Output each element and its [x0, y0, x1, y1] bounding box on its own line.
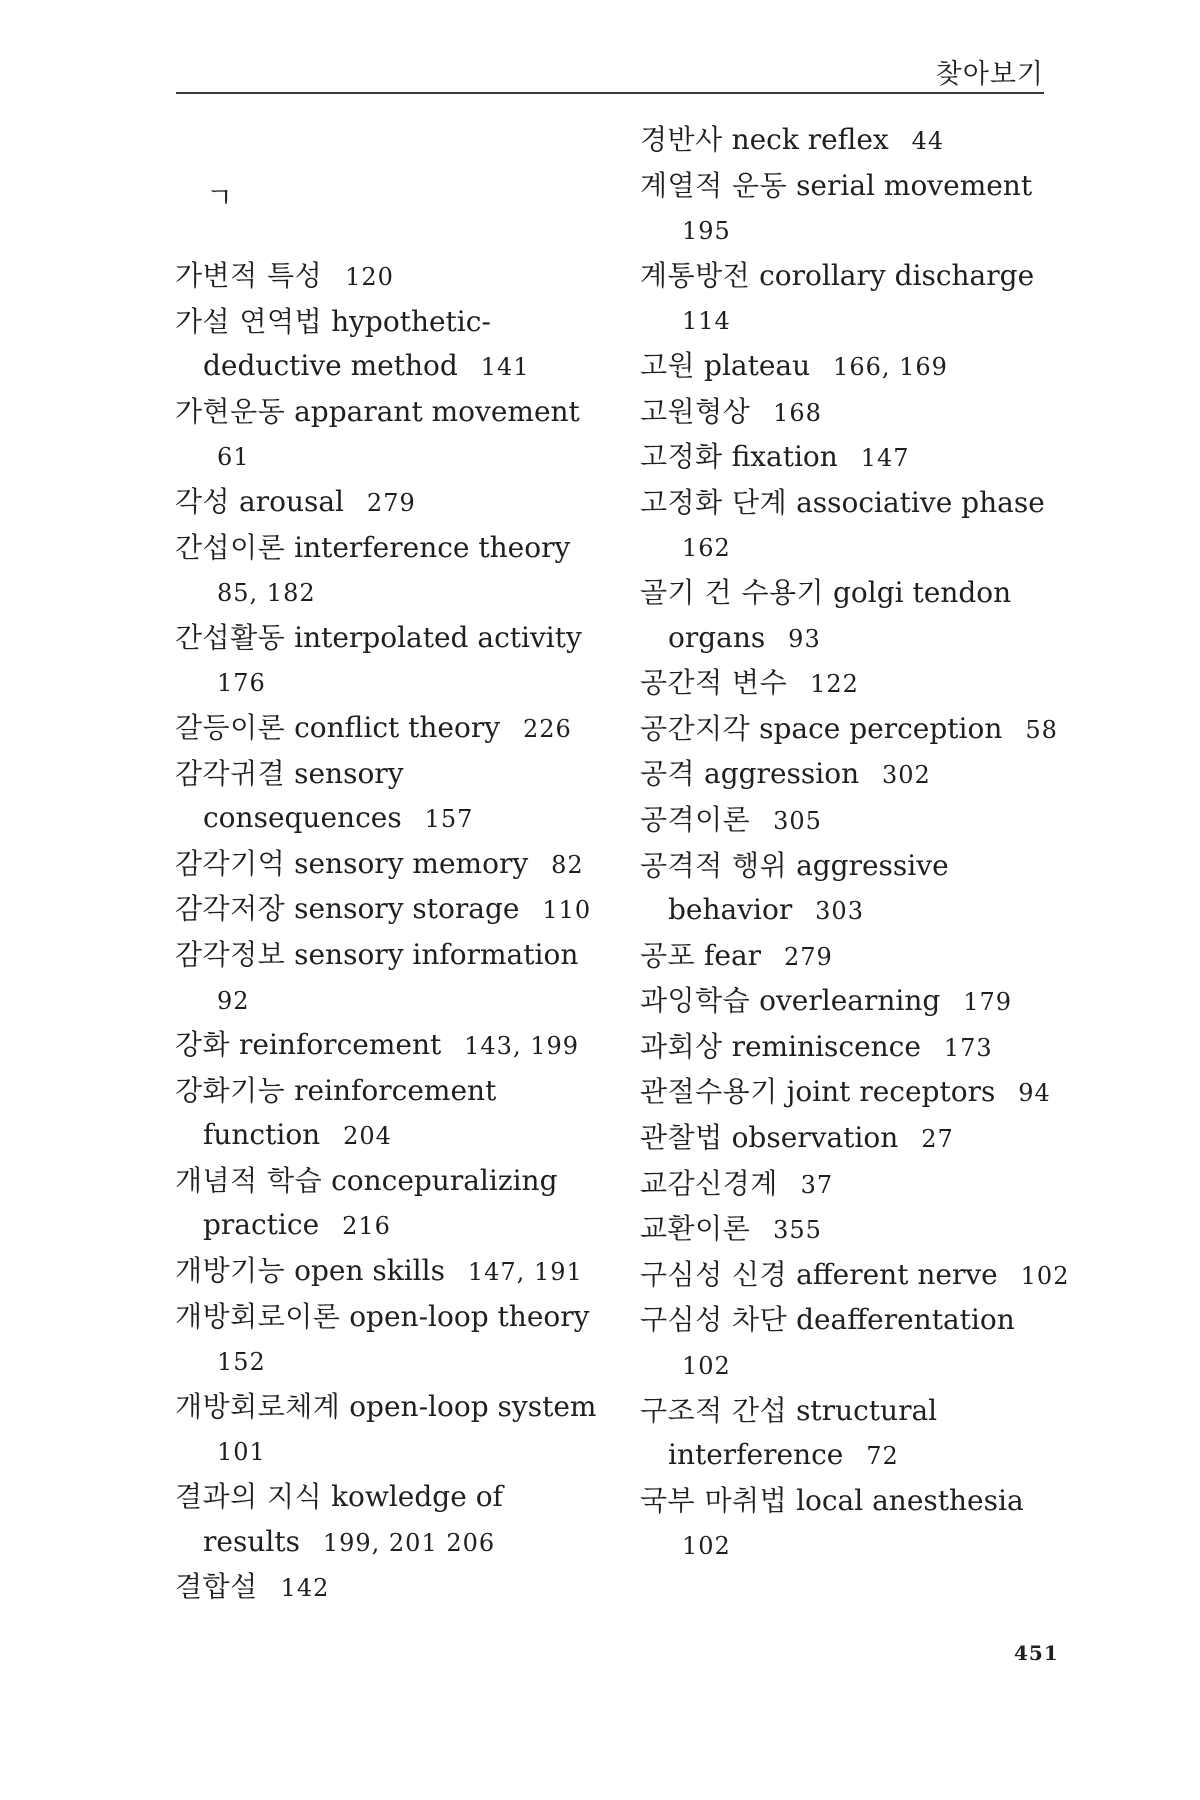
index-entry: [640, 1253, 1070, 1299]
entry-page-numbers: 168: [773, 398, 822, 427]
entry-page-numbers: 204: [343, 1122, 392, 1151]
entry-page-numbers: 122: [810, 670, 859, 699]
index-entry: [640, 254, 1070, 344]
entry-term-english: sensory storage: [294, 892, 520, 926]
index-entry: [175, 1385, 605, 1475]
entry-term-english: sensory consequences: [203, 756, 404, 835]
entry-term-korean: 공격: [640, 757, 696, 791]
entry-page-numbers: 279: [366, 488, 416, 517]
index-entry: [640, 435, 1070, 481]
entry-term-korean: 계통방전: [640, 258, 751, 292]
index-entry: [175, 1475, 605, 1565]
entry-page-numbers: 195: [682, 217, 731, 246]
entry-page-numbers: 216: [342, 1212, 391, 1241]
entry-term-korean: 감각기억: [175, 846, 286, 880]
index-entry: [640, 979, 1070, 1025]
entry-page-numbers: 94: [1018, 1079, 1051, 1108]
entry-term-english: fixation: [731, 440, 838, 474]
entry-term-korean: 감각귀결: [175, 756, 286, 790]
index-entry: [175, 752, 605, 842]
entry-page-numbers: 82: [551, 850, 584, 879]
entry-term-korean: 관절수용기: [640, 1075, 778, 1109]
entry-page-numbers: 102: [1020, 1261, 1070, 1290]
index-entry: [640, 164, 1070, 254]
index-entry: [640, 844, 1070, 934]
entry-page-numbers: 58: [1025, 715, 1058, 744]
entry-term-korean: 개념적 학습: [175, 1163, 323, 1197]
index-entry: [640, 798, 1070, 844]
index-entry: [175, 706, 605, 752]
entry-term-english: aggression: [704, 757, 860, 791]
entry-page-numbers: 141: [480, 353, 530, 382]
entry-term-english: sensory memory: [294, 846, 529, 880]
index-column-right: [640, 0, 1070, 1569]
index-entry: [175, 1159, 605, 1249]
entry-term-korean: 관찰법: [640, 1121, 723, 1155]
entry-term-english: joint receptors: [786, 1075, 996, 1109]
entry-term-korean: 공간지각: [640, 711, 751, 745]
entry-term-english: reinforcement: [239, 1028, 442, 1062]
entry-term-korean: 공격이론: [640, 802, 751, 836]
entry-term-english: local anesthesia: [796, 1483, 1024, 1517]
entry-term-english: apparant movement: [294, 394, 580, 428]
entry-page-numbers: 279: [783, 942, 833, 971]
entry-term-english: deafferentation: [796, 1303, 1015, 1337]
index-entry: [175, 300, 605, 390]
entry-term-english: reinforcement function: [203, 1073, 497, 1152]
index-column-left: [175, 0, 605, 1611]
entry-page-numbers: 305: [773, 806, 822, 835]
entry-term-english: neck reflex: [731, 123, 889, 156]
entry-page-numbers: 110: [542, 896, 592, 925]
entry-term-korean: 개방회로체계: [175, 1389, 341, 1423]
entry-term-korean: 감각정보: [175, 937, 286, 971]
entry-term-korean: 가설 연역법: [175, 304, 323, 338]
entry-term-korean: 구심성 차단: [640, 1303, 788, 1337]
entry-page-numbers: 303: [815, 897, 864, 926]
entry-term-korean: 고원: [640, 348, 696, 382]
section-letter: ㄱ: [206, 181, 234, 214]
entry-term-english: corollary discharge: [759, 258, 1035, 292]
index-entry: [640, 1162, 1070, 1208]
entry-term-english: kowledge of results: [203, 1480, 503, 1558]
entry-term-english: overlearning: [759, 984, 941, 1018]
entry-page-numbers: 226: [522, 714, 572, 743]
index-entry: [640, 571, 1070, 661]
index-entry: [640, 1116, 1070, 1162]
entry-term-korean: 구심성 신경: [640, 1257, 788, 1291]
entry-term-english: plateau: [704, 348, 811, 382]
entry-term-korean: 각성: [175, 484, 231, 518]
entry-term-korean: 결합설: [175, 1570, 258, 1604]
index-entry: [640, 1025, 1070, 1071]
entry-page-numbers: 92: [217, 986, 250, 1015]
index-entry: [175, 480, 605, 526]
entry-term-english: reminiscence: [731, 1029, 921, 1063]
entry-term-english: conflict theory: [294, 710, 501, 744]
entry-page-numbers: 152: [217, 1348, 266, 1377]
entry-term-english: sensory information: [294, 937, 579, 971]
entry-term-english: space perception: [759, 711, 1003, 745]
index-entry: [175, 526, 605, 616]
entry-term-english: hypothetic-deductive method: [203, 304, 491, 383]
entry-term-english: interpolated activity: [294, 620, 582, 654]
entry-page-numbers: 147: [860, 444, 910, 473]
entry-term-korean: 고원형상: [640, 394, 751, 428]
index-entry: [175, 842, 605, 888]
entry-term-korean: 공격적 행위: [640, 848, 788, 882]
entry-page-numbers: 101: [217, 1438, 266, 1467]
entry-term-english: arousal: [239, 484, 345, 518]
entry-term-english: structural interference: [668, 1393, 938, 1472]
entry-term-korean: 고정화: [640, 440, 723, 474]
entry-page-numbers: 355: [773, 1216, 822, 1245]
entry-page-numbers: 199, 201 206: [322, 1528, 496, 1557]
entry-page-numbers: 102: [682, 1532, 731, 1561]
entry-page-numbers: 93: [788, 624, 821, 653]
index-entry: [640, 1298, 1070, 1388]
index-entry: [640, 752, 1070, 798]
entry-page-numbers: 37: [800, 1170, 834, 1199]
entry-term-korean: 경반사: [640, 123, 723, 156]
entry-term-english: observation: [731, 1121, 899, 1155]
index-entry: [640, 118, 1070, 164]
entry-page-numbers: 61: [217, 443, 250, 472]
entry-page-numbers: 27: [921, 1125, 954, 1154]
entry-page-numbers: 166, 169: [833, 352, 948, 381]
entry-term-korean: 골기 건 수용기: [640, 575, 825, 609]
entry-page-numbers: 120: [345, 263, 394, 291]
index-entry: [175, 1249, 605, 1295]
entry-term-english: concepuralizing practice: [203, 1163, 558, 1242]
index-entry: [640, 390, 1070, 436]
index-entry: [640, 934, 1070, 980]
entry-term-english: aggressive behavior: [668, 848, 949, 927]
entry-page-numbers: 162: [682, 534, 731, 563]
entry-term-english: afferent nerve: [796, 1257, 998, 1291]
entry-term-korean: 강화: [175, 1028, 231, 1062]
index-entry: [640, 1479, 1070, 1569]
entry-term-korean: 고정화 단계: [640, 485, 788, 519]
entry-page-numbers: 157: [424, 805, 474, 834]
entry-term-korean: 강화기능: [175, 1073, 286, 1107]
entry-term-korean: 가현운동: [175, 394, 286, 428]
entry-term-korean: 교감신경계: [640, 1166, 778, 1200]
index-entry: [640, 661, 1070, 707]
index-entry: [640, 707, 1070, 753]
entry-page-numbers: 176: [217, 669, 266, 698]
entry-term-english: fear: [704, 938, 762, 972]
index-entry: [175, 1069, 605, 1159]
index-entry: [640, 1389, 1070, 1479]
entry-page-numbers: 147, 191: [467, 1258, 583, 1287]
entry-term-english: golgi tendon organs: [668, 575, 1012, 654]
entry-term-korean: 공간적 변수: [640, 666, 788, 700]
entry-term-english: open-loop system: [349, 1389, 597, 1423]
entry-term-korean: 공포: [640, 938, 696, 972]
entry-term-english: open-loop theory: [349, 1299, 590, 1333]
index-entry: [640, 1070, 1070, 1116]
entry-term-korean: 간섭활동: [175, 620, 286, 654]
entry-page-numbers: 302: [882, 761, 931, 790]
entry-page-numbers: 114: [682, 307, 731, 336]
index-entry: [640, 1207, 1070, 1253]
entry-term-english: associative phase: [796, 485, 1045, 519]
entry-term-english: serial movement: [796, 168, 1033, 202]
entry-page-numbers: 142: [280, 1574, 330, 1603]
entry-page-numbers: 102: [682, 1352, 731, 1381]
index-entry: [175, 1565, 605, 1611]
entry-term-korean: 결과의 지식: [175, 1480, 323, 1514]
index-entry: [640, 481, 1070, 571]
entry-page-numbers: 72: [866, 1442, 899, 1471]
index-entry: [640, 344, 1070, 390]
entry-term-korean: 국부 마취법: [640, 1483, 788, 1517]
index-entry: [175, 616, 605, 706]
entry-term-korean: 개방기능: [175, 1254, 286, 1288]
entry-term-korean: 개방회로이론: [175, 1299, 341, 1333]
page-number: 451: [1014, 1641, 1059, 1665]
entry-term-korean: 과잉학습: [640, 984, 751, 1018]
entry-term-korean: 감각저장: [175, 892, 286, 926]
index-entry: [175, 887, 605, 933]
index-entry: [175, 1023, 605, 1069]
index-entry: [175, 390, 605, 480]
entry-page-numbers: 173: [943, 1033, 993, 1062]
running-head: 찾아보기: [935, 59, 1044, 90]
entry-term-korean: 계열적 운동: [640, 168, 788, 202]
entry-term-korean: 구조적 간섭: [640, 1393, 788, 1427]
entry-page-numbers: 143, 199: [464, 1032, 580, 1061]
entry-page-numbers: 44: [911, 127, 945, 155]
index-entry: [175, 1295, 605, 1385]
entry-page-numbers: 85, 182: [217, 579, 316, 608]
entry-term-korean: 교환이론: [640, 1212, 751, 1246]
entry-term-korean: 가변적 특성: [175, 259, 323, 292]
index-entry: [175, 933, 605, 1023]
entry-term-korean: 과회상: [640, 1029, 723, 1063]
entry-page-numbers: 179: [963, 988, 1013, 1017]
entry-term-english: open skills: [294, 1254, 445, 1288]
entry-term-korean: 갈등이론: [175, 710, 286, 744]
index-entry: [175, 254, 605, 300]
entry-term-english: interference theory: [294, 530, 571, 564]
entry-term-korean: 간섭이론: [175, 530, 286, 564]
